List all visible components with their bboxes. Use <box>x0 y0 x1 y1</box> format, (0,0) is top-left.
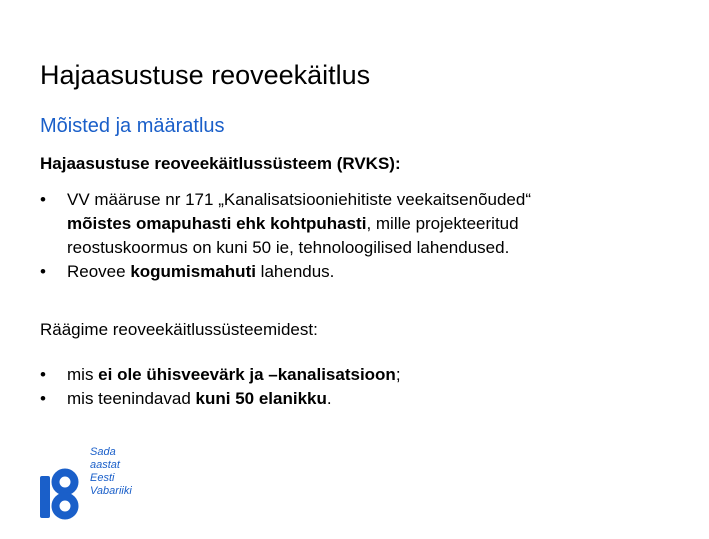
list-item <box>40 387 680 411</box>
estonia-100-logo-icon <box>38 440 138 520</box>
bullet-text-bold: kuni 50 elanikku <box>195 389 327 408</box>
logo-text-line: Eesti <box>90 472 115 484</box>
bullet-icon: • <box>40 365 46 384</box>
bullet-text: mis teenindavad <box>67 389 196 408</box>
bullet-text: ; <box>395 365 401 384</box>
logo-text-line: Vabariiki <box>90 485 132 497</box>
logo-text-line: aastat <box>90 459 120 471</box>
bullet-text: mis <box>67 365 99 384</box>
bullet-icon: • <box>40 190 46 209</box>
scope-intro-text: Räägime reoveekäitlussüsteemidest: <box>40 320 318 339</box>
logo-text-line: Sada <box>90 446 116 458</box>
bullet-text-line: VV määruse nr 171 „Kanalisatsiooniehitiste veekaitsenõuded“ <box>67 190 531 209</box>
bullet-icon: • <box>40 389 46 408</box>
bullet-text-line: reostuskoormus on kuni 50 ie, tehnoloogilised lahendused. <box>67 238 510 257</box>
bullet-icon: • <box>40 262 46 281</box>
logo-numeral-zero-bottom <box>56 497 75 516</box>
logo-numeral-one <box>40 476 50 518</box>
bullet-text: . <box>326 389 332 408</box>
logo-numeral-zero-top <box>56 473 75 492</box>
list-item <box>40 260 680 284</box>
bullet-text-bold: mõistes omapuhasti ehk kohtpuhasti <box>67 214 367 233</box>
slide-title: Hajaasustuse reoveekäitlus <box>40 60 371 90</box>
slide-subtitle: Mõisted ja määratlus <box>40 115 225 137</box>
bullet-text: lahendus. <box>255 262 335 281</box>
bullet-text-line: , mille projekteeritud <box>366 214 519 233</box>
bullet-text-bold: ei ole ühisveevärk ja –kanalisatsioon <box>98 365 396 384</box>
bullet-text: Reovee <box>67 262 131 281</box>
list-item <box>40 363 680 387</box>
scope-bullet-list <box>40 363 680 411</box>
definition-bullet-list <box>40 188 680 284</box>
list-item <box>40 188 680 260</box>
bullet-text-bold: kogumismahuti <box>130 262 256 281</box>
definition-heading: Hajaasustuse reoveekäitlussüsteem (RVKS): <box>40 154 401 173</box>
